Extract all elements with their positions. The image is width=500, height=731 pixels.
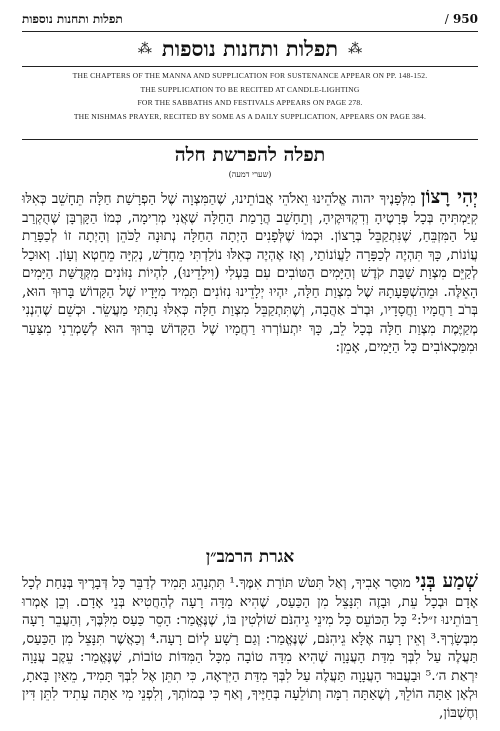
note-line: FOR THE SABBATHS AND FESTIVALS APPEARS ON PAGE 278. [137, 98, 363, 107]
english-notes [22, 70, 478, 124]
running-header [22, 8, 478, 30]
note-line: THE SUPPLICATION TO BE RECITED AT CANDLE-LIGHTING [140, 84, 360, 94]
prayer-text: מִלְּפָנֶיךָ יהוה אֱלֹהֵינוּ וֵאלֹהֵי אֲבוֹתֵינוּ, שֶׁהַמִּצְוָה שֶׁל הַפְרָשַׁת חַלָּה תֵּחָשֵׁב כְּאִלּוּ קִיַּמְתִּיהָ בְּכָל פְּרָטֶיהָ וְדִקְדּוּקֶיהָ, וְתֵחָשֵׁב הֲרָמַת הַחַלָּה שֶׁאֲנִי מְרִימָה, כְּמוֹ הַקָּרְבָּן שֶׁהֻקְרַב עַל הַמִּזְבֵּחַ, שֶׁנִּתְקַבֵּל בְּרָצוֹן. וּכְמוֹ שֶׁלְּפָנִים הָיְתָה הַחַלָּה נְתוּנָה לַכֹּהֵן וְהָיְתָה זוֹ לְכַפָּרַת עֲוֹנוֹת, כָּךְ תִּהְיֶה לְכַפָּרָה לַעֲוֹנוֹתַי, וְאָז אֶהְיֶה כְּאִלּוּ נוֹלַדְתִּי מֵחָדָשׁ, נְקִיָּה מֵחֵטְא וְעָוֹן. וְאוּכַל לְקַיֵּם מִצְוַת שַׁבַּת קֹדֶשׁ וְהַיָּמִים הַטּוֹבִים עִם בַּעְלִי (וִילָדֵינוּ), לִהְיוֹת נִזּוֹנִים מִקְּדֻשַּׁת הַיָּמִים הָאֵלֶּה. וּמֵהַשְׁפָּעָתָהּ שֶׁל מִצְוַת חַלָּה, יִהְיוּ יְלָדֵינוּ נִזּוֹנִים תָּמִיד מִיָּדָיו שֶׁל הַקָּדוֹשׁ בָּרוּךְ הוּא, בְּרֹב רַחֲמָיו וַחֲסָדָיו, וּבְרֹב אַהֲבָה, וְשֶׁתִּתְקַבֵּל מִצְוַת חַלָּה כְּאִלּוּ נָתַתִּי מַעֲשֵׂר. וּכְשֵׁם שֶׁהִנְנִי מְקַיֶּמֶת מִצְוַת חַלָּה בְּכָל לֵב, כָּךְ יִתְעוֹרְרוּ רַחֲמָיו שֶׁל הַקָּדוֹשׁ בָּרוּךְ הוּא לְשָׁמְרֵנִי מִצַּעַר וּמִמַּכְאוֹבִים כָּל הַיָּמִים, אָמֵן: [22, 191, 478, 355]
prayer-lead-words: יְהִי רָצוֹן [420, 186, 479, 208]
note-line: THE NISHMAS PRAYER, RECITED BY SOME AS A DAILY SUPPLICATION, APPEARS ON PAGE 384. [73, 111, 427, 121]
notes-divider [22, 139, 478, 140]
note-line: THE CHAPTERS OF THE MANNA AND SUPPLICATION FOR SUSTENANCE APPEAR ON PP. 148-152. [72, 71, 428, 80]
prayer-title: תפלה להפרשת חלה [174, 144, 326, 166]
header-divider [22, 31, 478, 32]
title-divider [22, 66, 478, 67]
prayer-text-block [22, 188, 478, 357]
ornament-icon: ⁂ [137, 41, 152, 57]
header-running-title: תפלות ותחנות נוספות [22, 11, 123, 26]
letter-lead-words: שְׁמַע בְּנִי [415, 570, 478, 592]
page-number: 950 [452, 12, 478, 26]
letter-title: אגרת הרמב״ן [205, 547, 295, 567]
letter-text-block [22, 572, 478, 722]
header-page-number-group [445, 12, 478, 26]
ornament-icon: ⁂ [348, 41, 363, 57]
letter-text: מוּסַר אָבִיךָ, וְאַל תִּטֹּשׁ תּוֹרַת אִמֶּךָ.¹ תִּתְנַהֵג תָּמִיד לְדַבֵּר כָּל דְּבָרֶיךָ בְּנַחַת לְכָל אָדָם וּבְכָל עֵת, וּבָזֶה תִּנָּצֵל מִן הַכַּעַס, שֶׁהִיא מִדָּה רָעָה לְהַחֲטִיא בְּנֵי אָדָם. וְכֵן אָמְרוּ רַבּוֹתֵינוּ ז״ל:² כָּל הַכּוֹעֵס כָּל מִינֵי גֵיהִנֹּם שׁוֹלְטִין בּוֹ, שֶׁנֶּאֱמַר: הָסֵר כַּעַס מִלִּבֶּךָ, וְהַעֲבֵר רָעָה מִבְּשָׂרֶךָ.³ וְאֵין רָעָה אֶלָּא גֵיהִנֹּם, שֶׁנֶּאֱמַר: וְגַם רָשָׁע לְיוֹם רָעָה.⁴ וְכַאֲשֶׁר תִּנָּצֵל מִן הַכַּעַס, תַּעֲלֶה עַל לִבְּךָ מִדַּת הָעֲנָוָה שֶׁהִיא מִדָּה טוֹבָה מִכָּל הַמִּדּוֹת טוֹבוֹת, שֶׁנֶּאֱמַר: עֵקֶב עֲנָוָה יִרְאַת ה׳.⁵ וּבַעֲבוּר הָעֲנָוָה תַּעֲלֶה עַל לִבְּךָ מִדַּת הַיִּרְאָה, כִּי תִתֵּן אֶל לִבְּךָ תָּמִיד, מֵאַיִן בָּאתָ, וּלְאָן אַתָּה הוֹלֵךְ, וְשֶׁאַתָּה רִמָּה וְתוֹלֵעָה בְּחַיֶּיךָ, וְאַף כִּי בְּמוֹתְךָ, וְלִפְנֵי מִי אַתָּה עָתִיד לִתֵּן דִּין וְחֶשְׁבּוֹן, [22, 575, 478, 721]
prayer-source: (שערי דמעה) [228, 170, 272, 179]
section-title-row [22, 34, 478, 64]
section-title: תפלות ותחנות נוספות [161, 36, 339, 61]
header-separator: / [444, 12, 449, 26]
